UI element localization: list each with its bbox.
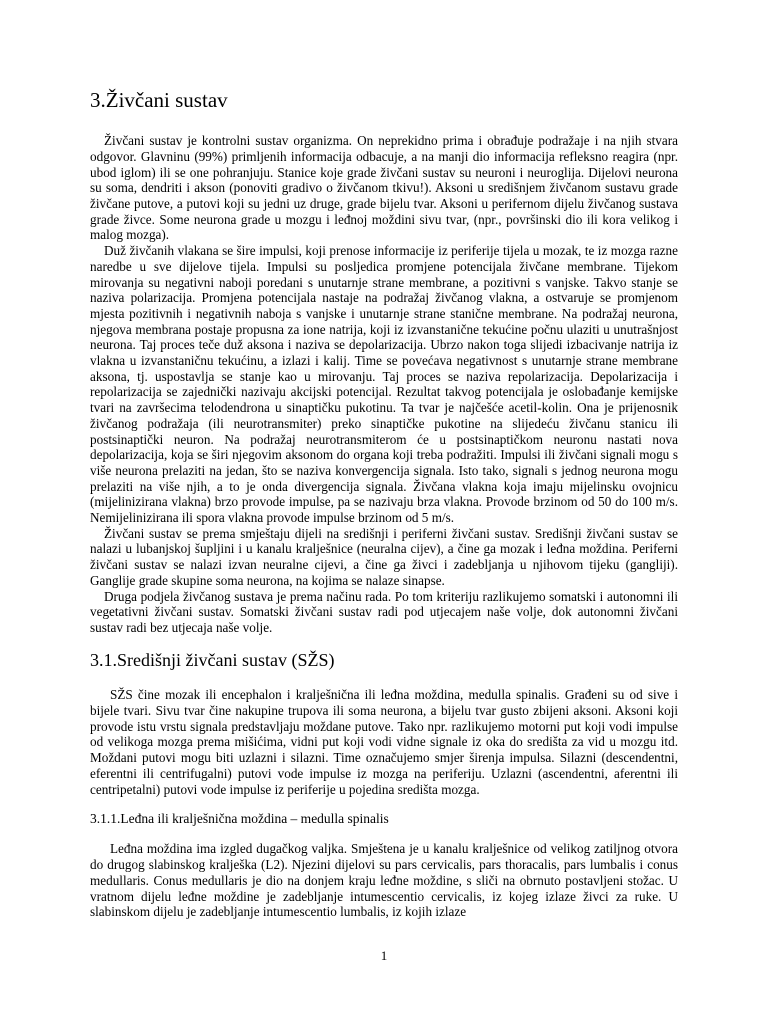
subsection-3-1-1-paragraph: Leđna moždina ima izgled dugačkog valjka. Smještena je u kanalu kralješnice od velikog zatiljnog otvora do drugog slabinskog kralješka (L2). Njezini dijelovi su pars cervicalis, pars thoracalis, pars lumbalis i conus medullaris. Conus medullaris je dio na donjem kraju leđne moždine, s sliči na obrnuto postavljeni stožac. U vratnom dijelu leđne moždine je zadebljanje intumescentio cervicalis, iz kojeg izlaze živci za ruke. U slabinskom dijelu je zadebljanje intumescentio lumbalis, iz kojih izlaze (90, 841, 678, 920)
chapter-heading: 3.Živčani sustav (90, 88, 228, 112)
subsection-heading-3-1-1: 3.1.1.Leđna ili kralješnična moždina – medulla spinalis (90, 811, 389, 827)
intro-paragraph-1: Živčani sustav je kontrolni sustav organizma. On neprekidno prima i obrađuje podražaje i na njih stvara odgovor. Glavninu (99%) primljenih informacija odbacuje, a na manji dio informacija refleksno reagira (npr. ubod iglom) ili se one pohranjuju. Stanice koje grade živčani sustav su neuroni i neuroglija. Dijelovi neurona su soma, dendriti i akson (ponoviti gradivo o živčanom tkivu!). Aksoni u središnjem živčanom sustavu grade živčane putove, a putovi koji su jedni uz druge, grade bijelu tvar. Aksoni u perifernom dijelu živčanog sustava grade živce. Some neurona grade u mozgu i leđnoj moždini sivu tvar, (npr., površinski dio ili kora velikog i malog mozga). (90, 133, 678, 243)
intro-paragraph-2: Duž živčanih vlakana se šire impulsi, koji prenose informacije iz periferije tijela u mozak, te iz mozga razne naredbe u sve dijelove tijela. Impulsi su posljedica promjene potencijala živčane membrane. Tijekom mirovanja su negativni naboji poredani s unutarnje strane membrane, a pozitivni s vanjske. Takvo stanje se naziva polarizacija. Promjena potencijala nastaje na podražaj živčanog vlakna, a ostvaruje se promjenom mjesta pozitivnih i negativnih naboja s vanjske i unutarnje strane stanične membrane. Na podražaj neurona, njegova membrana postaje propusna za ione natrija, koji iz izvanstanične tekućine počnu ulaziti u unutrašnjost neurona. Taj proces teče duž aksona i naziva se depolarizacija. Ubrzo nakon toga slijedi izbacivanje natrija iz vlakna u izvanstaničnu tekućinu, a izlazi i kalij. Time se povećava negativnost s unutarnje strane membrane aksona, tj. uspostavlja se stanje kao u mirovanju. Taj proces se naziva repolarizacija. Depolarizacija i repolarizacija se zajednički nazivaju akcijski potencijal. Rezultat takvog potencijala je oslobađanje kemijske tvari na završecima telodendrona u sinaptičku pukotinu. Ta tvar je najčešće acetil-kolin. Ona je prijenosnik živčanog podražaja (ili neurotransmiter) preko sinaptičke pukotine na slijedeću živčanu stanicu ili postsinaptički neuron. Na podražaj neurotransmiterom će u postsinaptičkom neuronu nastati nova depolarizacija, koja se širi njegovim aksonom do organa koji treba podražiti. Impulsi ili živčani signali mogu s više neurona prelaziti na jedan, što se naziva konvergencija signala. Isto tako, signali s jednog neurona mogu prelaziti na više njih, a to je onda divergencija signala. Živčana vlakna koja imaju mijelinsku ovojnicu (mijelinizirana vlakna) brzo provode impulse, pa se nazivaju brza vlakna. Provode brzinom od 50 do 100 m/s. Nemijelinizirana ili spora vlakna provode impulse brzinom od 5 m/s. (90, 243, 678, 526)
intro-paragraph-3: Živčani sustav se prema smještaju dijeli na središnji i periferni živčani sustav. Središnji živčani sustav se nalazi u lubanjskoj šupljini i u kanalu kralješnice (neuralna cijev), a čine ga mozak i leđna moždina. Periferni živčani sustav se nalazi izvan neuralne cijevi, a čine ga živci i zadebljanja u njihovom tijeku (gangliji). Ganglije grade skupine soma neurona, na kojima se nalaze sinapse. (90, 525, 678, 588)
section-heading-3-1: 3.1.Središnji živčani sustav (SŽS) (90, 649, 335, 670)
page-number: 1 (380, 948, 388, 963)
intro-paragraph-4: Druga podjela živčanog sustava je prema načinu rada. Po tom kriteriju razlikujemo somatski i autonomni ili vegetativni živčani sustav. Somatski živčani sustav radi pod utjecajem naše volje, dok autonomni živčani sustav radi bez utjecaja naše volje. (90, 588, 678, 635)
section-3-1-paragraph: SŽS čine mozak ili encephalon i kralješnična ili leđna moždina, medulla spinalis. Građeni su od sive i bijele tvari. Sivu tvar čine nakupine trupova ili soma neurona, a bijelu tvar gusto zbijeni aksoni. Aksoni koji provode istu vrstu signala predstavljaju moždane putove. Tako npr. razlikujemo motorni put koji vodi impulse od velikoga mozga prema mišićima, vidni put koji vodi vidne signale iz oka do središta za vid u mozgu itd. Moždani putovi mogu biti uzlazni i silazni. Time označujemo smjer širenja impulsa. Silazni (descendentni, eferentni ili centrifugalni) putovi vode impulse iz mozga na periferiju. Uzlazni (ascendentni, aferentni ili centripetalni) putovi vode impulse iz periferije u pojedina središta mozga. (90, 687, 678, 797)
